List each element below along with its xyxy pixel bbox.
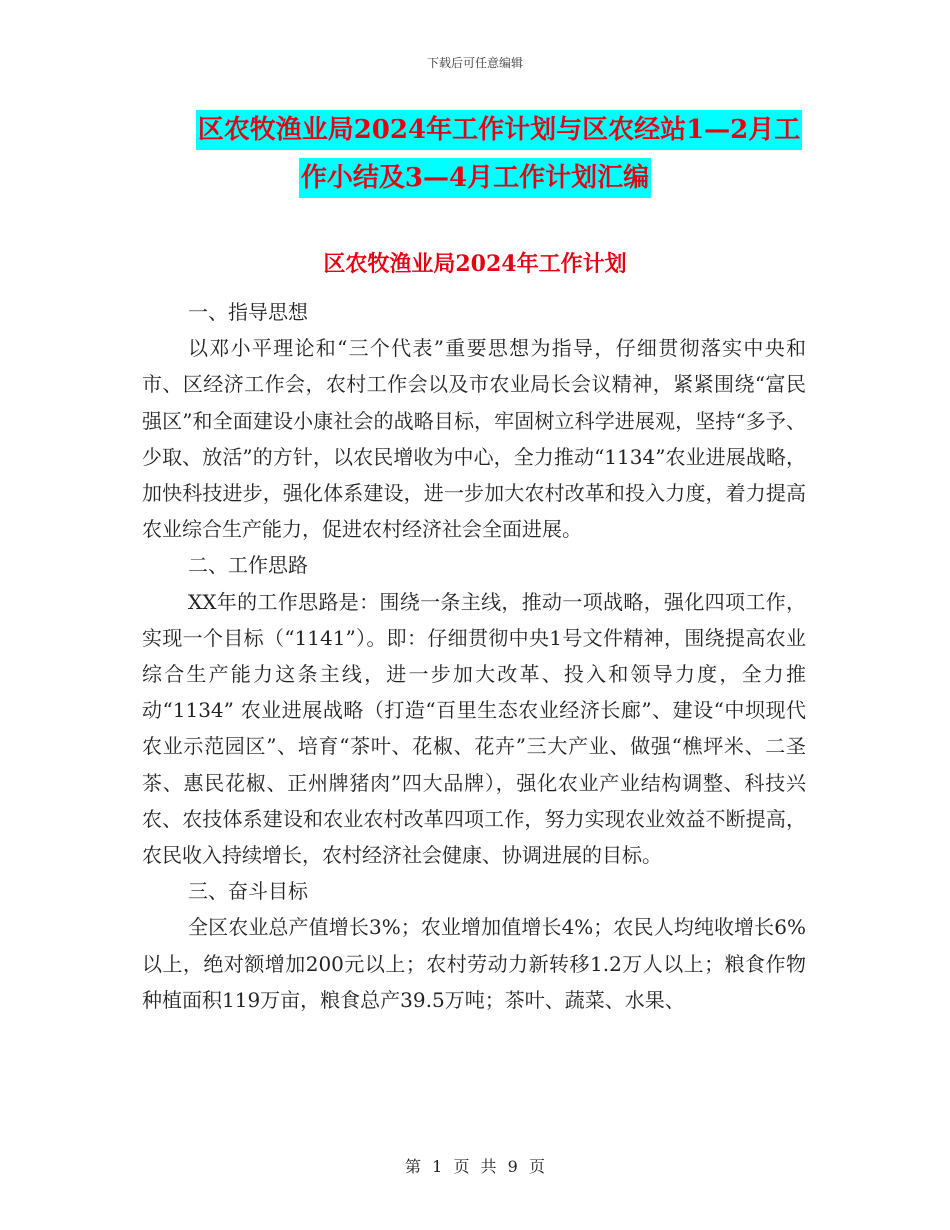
heading-work-approach: 二、工作思路 (188, 553, 308, 578)
footer-prefix: 第 (405, 1157, 422, 1176)
page-footer (0, 1154, 950, 1177)
document-title (0, 110, 950, 198)
footer-page-label: 页 (453, 1157, 470, 1176)
total-pages: 9 (507, 1157, 518, 1176)
footer-total-label: 共 (480, 1157, 497, 1176)
paragraph-guiding-ideology: 以邓小平理论和“三个代表”重要思想为指导，仔细贯彻落实中央和市、区经济工作会，农村工作会以及市农业局长会议精神，紧紧围绕“富民强区”和全面建设小康社会的战略目标，牢固树立科学进展观，坚持“多予、少取、放活”的方针，以农民增收为中心，全力推动“1134”农业进展战略，加快科技进步，强化体系建设，进一步加大农村改革和投入力度，着力提高农业综合生产能力，促进农村经济社会全面进展。 (142, 336, 806, 542)
paragraph-goals: 全区农业总产值增长3%；农业增加值增长4%；农民人均纯收增长6%以上，绝对额增加200元以上；农村劳动力新转移1.2万人以上；粮食作物种植面积119万亩，粮食总产39.5万吨；茶叶、蔬菜、水果、 (142, 915, 806, 1012)
heading-goals: 三、奋斗目标 (188, 879, 308, 904)
footer-suffix: 页 (528, 1157, 545, 1176)
title-line-1: 区农牧渔业局2024年工作计划与区农经站1—2月工 (196, 110, 803, 150)
header-note: 下载后可任意编辑 (426, 56, 523, 70)
title-line-2: 作小结及3—4月工作计划汇编 (299, 158, 651, 198)
document-body (142, 294, 806, 1018)
page-number: 1 (432, 1157, 443, 1176)
section-title: 区农牧渔业局2024年工作计划 (323, 251, 627, 277)
paragraph-work-approach: XX年的工作思路是：围绕一条主线，推动一项战略，强化四项工作，实现一个目标（“1141”）。即：仔细贯彻中央1号文件精神，围绕提高农业综合生产能力这条主线，进一步加大改革、投入和领导力度，全力推动“1134” 农业进展战略（打造“百里生态农业经济长廊”、建设“中坝现代农业示范园区”、培育“茶叶、花椒、花卉”三大产业、做强“樵坪米、二圣茶、惠民花椒、正州牌猪肉”四大品牌），强化农业产业结构调整、科技兴农、农技体系建设和农业农村改革四项工作，努力实现农业效益不断提高，农民收入持续增长，农村经济社会健康、协调进展的目标。 (142, 589, 806, 868)
heading-guiding-ideology: 一、指导思想 (188, 300, 308, 324)
